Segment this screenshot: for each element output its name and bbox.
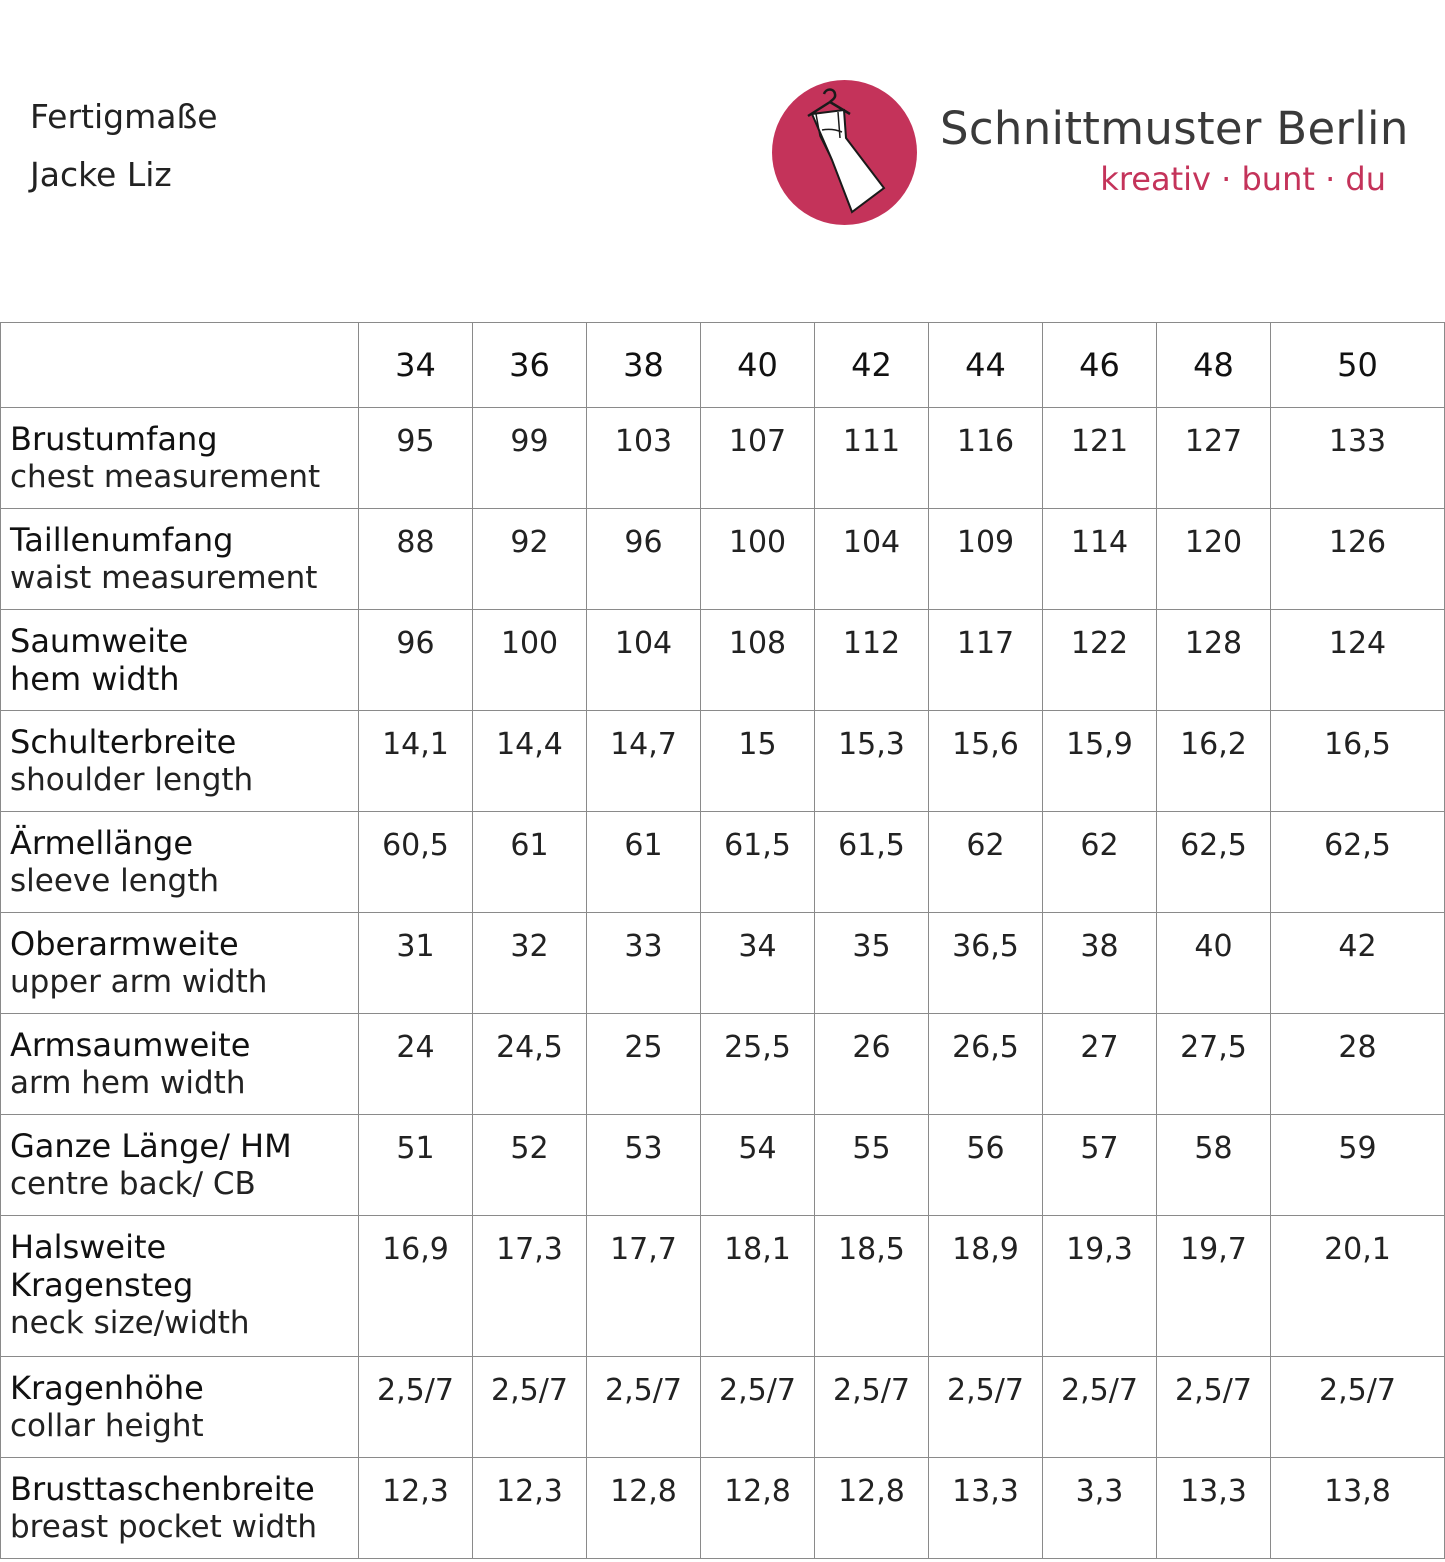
label-german: Brusttaschenbreite (10, 1470, 315, 1508)
measurement-cell: 2,5/7 (815, 1357, 929, 1458)
measurement-cell: 2,5/7 (587, 1357, 701, 1458)
measurement-cell: 15,3 (815, 711, 929, 812)
table-row (1, 1216, 1445, 1357)
measurement-cell: 95 (359, 408, 473, 509)
measurement-cell: 35 (815, 913, 929, 1014)
measurement-cell: 13,3 (929, 1458, 1043, 1559)
row-label (1, 610, 359, 711)
measurement-cell: 107 (701, 408, 815, 509)
measurement-cell: 2,5/7 (1157, 1357, 1271, 1458)
table-row (1, 1014, 1445, 1115)
measurement-cell: 14,7 (587, 711, 701, 812)
size-header: 34 (359, 323, 473, 408)
measurement-cell: 109 (929, 509, 1043, 610)
measurement-cell: 57 (1043, 1115, 1157, 1216)
brand-logo (772, 80, 1412, 230)
measurement-cell: 34 (701, 913, 815, 1014)
measurement-cell: 13,3 (1157, 1458, 1271, 1559)
measurement-cell: 61 (587, 812, 701, 913)
measurement-cell: 38 (1043, 913, 1157, 1014)
measurement-cell: 40 (1157, 913, 1271, 1014)
size-chart-table (0, 322, 1445, 1559)
measurement-cell: 15,9 (1043, 711, 1157, 812)
table-row (1, 1115, 1445, 1216)
measurement-cell: 104 (815, 509, 929, 610)
measurement-cell: 111 (815, 408, 929, 509)
measurement-cell: 61,5 (815, 812, 929, 913)
measurement-cell: 25 (587, 1014, 701, 1115)
label-german: Oberarmweite (10, 925, 239, 963)
label-german: Brustumfang (10, 420, 218, 458)
table-row (1, 1357, 1445, 1458)
measurement-cell: 12,3 (473, 1458, 587, 1559)
logo-tagline: kreativ · bunt · du (1100, 160, 1386, 198)
label-english: breast pocket width (10, 1509, 318, 1545)
row-label (1, 1458, 359, 1559)
measurement-cell: 24,5 (473, 1014, 587, 1115)
measurement-cell: 42 (1271, 913, 1445, 1014)
measurement-cell: 100 (473, 610, 587, 711)
dress-on-hanger-icon (772, 80, 917, 225)
label-german: Kragenhöhe (10, 1369, 204, 1407)
measurement-cell: 2,5/7 (929, 1357, 1043, 1458)
label-english: shoulder length (10, 762, 254, 798)
measurement-cell: 92 (473, 509, 587, 610)
table-row (1, 610, 1445, 711)
label-english: collar height (10, 1408, 204, 1444)
measurement-cell: 31 (359, 913, 473, 1014)
measurement-cell: 59 (1271, 1115, 1445, 1216)
row-label (1, 1357, 359, 1458)
label-english: hem width (10, 660, 180, 698)
table-row (1, 1458, 1445, 1559)
size-header: 50 (1271, 323, 1445, 408)
size-header: 40 (701, 323, 815, 408)
row-label (1, 408, 359, 509)
measurement-cell: 54 (701, 1115, 815, 1216)
measurement-cell: 26 (815, 1014, 929, 1115)
measurement-cell: 15,6 (929, 711, 1043, 812)
measurement-cell: 100 (701, 509, 815, 610)
measurement-cell: 51 (359, 1115, 473, 1216)
measurement-cell: 13,8 (1271, 1458, 1445, 1559)
size-header: 38 (587, 323, 701, 408)
row-label (1, 1014, 359, 1115)
size-header: 46 (1043, 323, 1157, 408)
measurement-cell: 120 (1157, 509, 1271, 610)
measurement-cell: 12,3 (359, 1458, 473, 1559)
measurement-cell: 32 (473, 913, 587, 1014)
measurement-cell: 56 (929, 1115, 1043, 1216)
label-english: waist measurement (10, 560, 318, 596)
label-german: Ganze Länge/ HM (10, 1127, 292, 1165)
table-row (1, 711, 1445, 812)
size-header: 44 (929, 323, 1043, 408)
measurement-cell: 62 (929, 812, 1043, 913)
table-row (1, 812, 1445, 913)
measurement-cell: 2,5/7 (359, 1357, 473, 1458)
measurement-cell: 58 (1157, 1115, 1271, 1216)
corner-cell (1, 323, 359, 408)
measurement-cell: 104 (587, 610, 701, 711)
measurement-cell: 126 (1271, 509, 1445, 610)
measurement-cell: 133 (1271, 408, 1445, 509)
measurement-cell: 96 (359, 610, 473, 711)
measurement-cell: 88 (359, 509, 473, 610)
table-row (1, 913, 1445, 1014)
measurement-cell: 20,1 (1271, 1216, 1445, 1357)
label-english: sleeve length (10, 863, 219, 899)
measurement-cell: 12,8 (587, 1458, 701, 1559)
measurement-cell: 16,9 (359, 1216, 473, 1357)
measurement-cell: 15 (701, 711, 815, 812)
document-heading (30, 88, 218, 204)
measurement-cell: 55 (815, 1115, 929, 1216)
size-header: 48 (1157, 323, 1271, 408)
row-label (1, 1216, 359, 1357)
measurement-cell: 18,1 (701, 1216, 815, 1357)
label-english: arm hem width (10, 1065, 246, 1101)
measurement-cell: 108 (701, 610, 815, 711)
label-german: Saumweite (10, 622, 189, 660)
label-german: Schulterbreite (10, 723, 237, 761)
measurement-cell: 14,4 (473, 711, 587, 812)
measurement-cell: 12,8 (701, 1458, 815, 1559)
label-english: chest measurement (10, 459, 321, 495)
measurement-cell: 61,5 (701, 812, 815, 913)
measurement-cell: 117 (929, 610, 1043, 711)
measurement-cell: 96 (587, 509, 701, 610)
label-english: upper arm width (10, 964, 268, 1000)
label-german: Halsweite (10, 1228, 167, 1266)
measurement-cell: 2,5/7 (701, 1357, 815, 1458)
label-german: Armsaumweite (10, 1026, 251, 1064)
measurement-cell: 60,5 (359, 812, 473, 913)
measurement-cell: 53 (587, 1115, 701, 1216)
measurement-cell: 99 (473, 408, 587, 509)
table-row (1, 408, 1445, 509)
measurement-cell: 2,5/7 (1043, 1357, 1157, 1458)
measurement-cell: 3,3 (1043, 1458, 1157, 1559)
measurement-cell: 52 (473, 1115, 587, 1216)
measurement-cell: 19,7 (1157, 1216, 1271, 1357)
measurement-cell: 27,5 (1157, 1014, 1271, 1115)
measurement-cell: 103 (587, 408, 701, 509)
table-row (1, 509, 1445, 610)
heading-title: Fertigmaße (30, 97, 218, 136)
measurement-cell: 16,5 (1271, 711, 1445, 812)
row-label (1, 1115, 359, 1216)
measurement-cell: 122 (1043, 610, 1157, 711)
measurement-cell: 33 (587, 913, 701, 1014)
measurement-cell: 27 (1043, 1014, 1157, 1115)
measurement-cell: 18,9 (929, 1216, 1043, 1357)
measurement-cell: 16,2 (1157, 711, 1271, 812)
row-label (1, 711, 359, 812)
label-german: Ärmellänge (10, 824, 194, 862)
measurement-cell: 36,5 (929, 913, 1043, 1014)
logo-circle (772, 80, 917, 225)
size-header-row (1, 323, 1445, 408)
measurement-cell: 61 (473, 812, 587, 913)
measurement-cell: 2,5/7 (1271, 1357, 1445, 1458)
measurement-cell: 124 (1271, 610, 1445, 711)
measurement-cell: 12,8 (815, 1458, 929, 1559)
logo-title: Schnittmuster Berlin (940, 102, 1409, 155)
measurement-cell: 127 (1157, 408, 1271, 509)
label-english: neck size/width (10, 1305, 250, 1341)
row-label (1, 812, 359, 913)
measurement-cell: 128 (1157, 610, 1271, 711)
label-german: Taillenumfang (10, 521, 234, 559)
measurement-cell: 114 (1043, 509, 1157, 610)
measurement-cell: 24 (359, 1014, 473, 1115)
measurement-cell: 62 (1043, 812, 1157, 913)
measurement-cell: 121 (1043, 408, 1157, 509)
measurement-cell: 17,7 (587, 1216, 701, 1357)
measurement-cell: 2,5/7 (473, 1357, 587, 1458)
measurement-cell: 19,3 (1043, 1216, 1157, 1357)
label-english: centre back/ CB (10, 1166, 256, 1202)
measurement-cell: 112 (815, 610, 929, 711)
row-label (1, 509, 359, 610)
row-label (1, 913, 359, 1014)
heading-product: Jacke Liz (30, 155, 172, 194)
size-header: 36 (473, 323, 587, 408)
size-header: 42 (815, 323, 929, 408)
measurement-cell: 18,5 (815, 1216, 929, 1357)
measurement-cell: 17,3 (473, 1216, 587, 1357)
measurement-cell: 28 (1271, 1014, 1445, 1115)
measurement-cell: 25,5 (701, 1014, 815, 1115)
measurement-cell: 62,5 (1271, 812, 1445, 913)
measurement-cell: 62,5 (1157, 812, 1271, 913)
measurement-cell: 14,1 (359, 711, 473, 812)
measurement-cell: 26,5 (929, 1014, 1043, 1115)
measurement-cell: 116 (929, 408, 1043, 509)
label-german-secondary: Kragensteg (10, 1266, 194, 1304)
